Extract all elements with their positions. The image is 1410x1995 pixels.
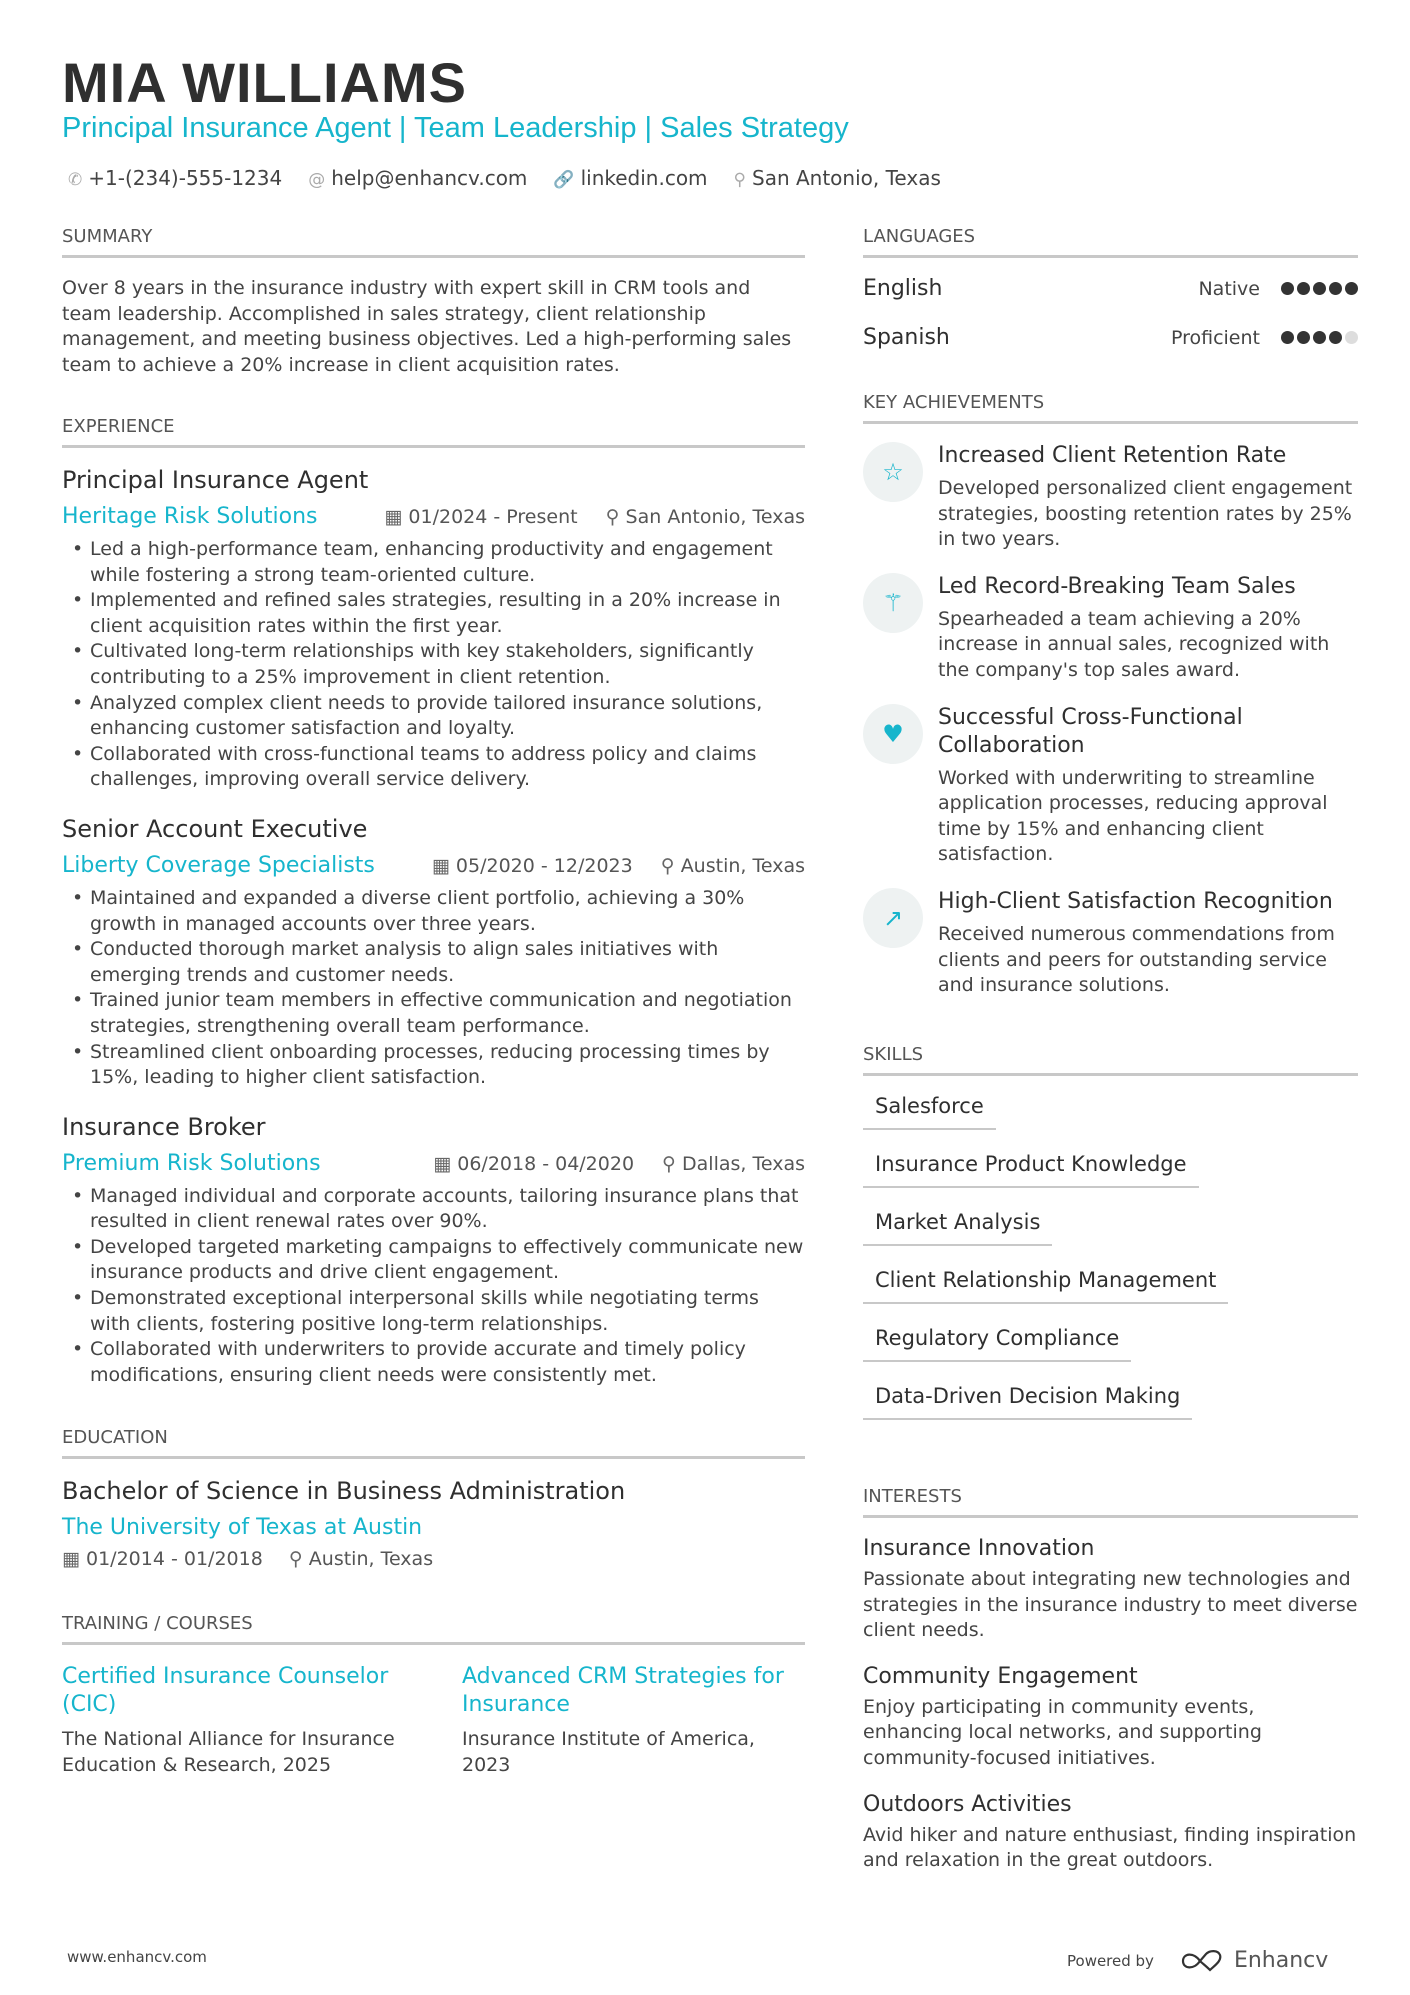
section-title: SKILLS bbox=[863, 1044, 1358, 1076]
company-name: Heritage Risk Solutions bbox=[62, 504, 318, 529]
skill-tag: Market Analysis bbox=[863, 1210, 1052, 1246]
job-dates: 01/2024 - Present bbox=[408, 506, 578, 528]
phone-icon: ✆ bbox=[68, 170, 83, 190]
enhancv-logo-icon bbox=[1180, 1950, 1226, 1972]
calendar-icon: ▦ bbox=[384, 506, 409, 528]
interest-desc: Enjoy participating in community events, enhancing local networks, and supporting community-focused initiatives. bbox=[863, 1695, 1262, 1769]
achievement-title: Led Record-Breaking Team Sales bbox=[938, 573, 1296, 599]
rating-dot bbox=[1281, 282, 1294, 295]
job-title: Insurance Broker bbox=[62, 1112, 266, 1141]
calendar-icon: ▦ bbox=[433, 1152, 458, 1175]
interest-title: Outdoors Activities bbox=[863, 1791, 1072, 1817]
bullet: • Streamlined client onboarding processes, reducing processing times by 15%, leading to higher client satisfaction. bbox=[62, 1040, 805, 1091]
achievement-title: Successful Cross-Functional Collaboration bbox=[938, 704, 1243, 758]
bullet: • Developed targeted marketing campaigns to effectively communicate new insurance products and drive client engagement. bbox=[62, 1235, 805, 1286]
training-section bbox=[62, 1613, 805, 1778]
rating-dot bbox=[1345, 331, 1358, 344]
location-icon: ⚲ bbox=[605, 506, 626, 528]
footer-url[interactable]: www.enhancv.com bbox=[67, 1948, 207, 1966]
bullet: • Managed individual and corporate accounts, tailoring insurance plans that resulted in client renewal rates over 90%. bbox=[62, 1184, 805, 1235]
course-item bbox=[62, 1663, 404, 1778]
job-bullets bbox=[62, 537, 805, 793]
powered-by-label: Powered by bbox=[1067, 1951, 1154, 1970]
job-entry bbox=[62, 466, 805, 793]
skill-tag: Data-Driven Decision Making bbox=[863, 1384, 1192, 1420]
at-icon: @ bbox=[308, 170, 326, 190]
contact-item[interactable] bbox=[734, 166, 941, 190]
section-title: TRAINING / COURSES bbox=[62, 1613, 805, 1645]
bullet: • Demonstrated exceptional interpersonal skills while negotiating terms with clients, fostering positive long-term relationships. bbox=[62, 1286, 805, 1337]
achievement-title: High-Client Satisfaction Recognition bbox=[938, 888, 1333, 914]
calendar-icon: ▦ bbox=[431, 854, 456, 877]
experience-section bbox=[62, 416, 805, 1410]
location-icon: ⚲ bbox=[660, 854, 681, 877]
achievement-item bbox=[863, 573, 1358, 684]
contact-text: help@enhancv.com bbox=[331, 166, 528, 190]
language-level: Native bbox=[1198, 277, 1260, 300]
job-dates: 05/2020 - 12/2023 bbox=[455, 854, 633, 877]
achievement-title: Increased Client Retention Rate bbox=[938, 443, 1287, 468]
job-bullets bbox=[62, 1184, 805, 1389]
job-location: San Antonio, Texas bbox=[625, 506, 805, 528]
bullet: • Trained junior team members in effective communication and negotiation strategies, strengthening overall team performance. bbox=[62, 988, 805, 1039]
candidate-name: MIA WILLIAMS bbox=[62, 51, 467, 114]
rating-dot bbox=[1297, 331, 1310, 344]
magic-wand-icon: ⚚ bbox=[863, 573, 923, 633]
rating-dot bbox=[1329, 331, 1342, 344]
language-name: Spanish bbox=[863, 325, 950, 350]
location-icon: ⚲ bbox=[733, 170, 746, 190]
section-title: KEY ACHIEVEMENTS bbox=[863, 392, 1358, 424]
job-dates: 06/2018 - 04/2020 bbox=[457, 1152, 635, 1175]
contact-bar bbox=[68, 166, 941, 190]
job-bullets bbox=[62, 886, 805, 1091]
heart-icon: ♥ bbox=[863, 704, 923, 764]
skills-section bbox=[863, 1044, 1358, 1442]
interest-desc: Passionate about integrating new technologies and strategies in the insurance industry to meet diverse client needs. bbox=[863, 1568, 1358, 1642]
interest-title: Insurance Innovation bbox=[863, 1536, 1095, 1561]
course-title: Advanced CRM Strategies for Insurance bbox=[462, 1664, 784, 1717]
skill-tag: Salesforce bbox=[863, 1094, 996, 1130]
job-entry bbox=[62, 815, 805, 1091]
job-title: Senior Account Executive bbox=[62, 814, 368, 843]
course-desc: Insurance Institute of America, 2023 bbox=[462, 1728, 755, 1776]
bullet: • Analyzed complex client needs to provide tailored insurance solutions, enhancing customer satisfaction and loyalty. bbox=[62, 691, 805, 742]
enhancv-brand: Enhancv bbox=[1233, 1948, 1329, 1973]
link-icon: 🔗 bbox=[553, 170, 575, 190]
interest-item bbox=[863, 1664, 1358, 1772]
bullet: • Led a high-performance team, enhancing productivity and engagement while fostering a strong team-oriented culture. bbox=[62, 537, 805, 588]
bullet: • Cultivated long-term relationships with key stakeholders, significantly contributing to a 25% improvement in client retention. bbox=[62, 639, 805, 690]
edu-dates: 01/2014 - 01/2018 bbox=[86, 1548, 263, 1570]
contact-text: San Antonio, Texas bbox=[752, 166, 941, 190]
interest-desc: Avid hiker and nature enthusiast, finding inspiration and relaxation in the great outdoors. bbox=[863, 1823, 1357, 1872]
education-section bbox=[62, 1427, 805, 1570]
section-title: INTERESTS bbox=[863, 1486, 1358, 1518]
skill-tag: Insurance Product Knowledge bbox=[863, 1152, 1199, 1188]
edu-location: Austin, Texas bbox=[308, 1548, 434, 1570]
skill-tag: Client Relationship Management bbox=[863, 1268, 1228, 1304]
summary-text: Over 8 years in the insurance industry with expert skill in CRM tools and team leadership. Accomplished in sales strategy, client relationship management, and meeting business objectives. Led a high-performing sales team to achieve a 20% increase in client acquisition rates. bbox=[62, 277, 792, 376]
rating-dots bbox=[1278, 327, 1358, 349]
interests-section bbox=[863, 1486, 1358, 1894]
section-title: LANGUAGES bbox=[863, 226, 1358, 258]
language-item bbox=[863, 264, 1358, 313]
section-title: SUMMARY bbox=[62, 226, 805, 258]
calendar-icon: ▦ bbox=[62, 1548, 86, 1570]
contact-item[interactable] bbox=[308, 166, 527, 190]
star-icon: ☆ bbox=[863, 442, 923, 502]
bullet: • Maintained and expanded a diverse client portfolio, achieving a 30% growth in managed accounts over three years. bbox=[62, 886, 805, 937]
company-name: Premium Risk Solutions bbox=[62, 1150, 321, 1176]
achievements-section bbox=[863, 392, 1358, 1019]
bullet: • Conducted thorough market analysis to align sales initiatives with emerging trends and customer needs. bbox=[62, 937, 805, 988]
interest-item bbox=[863, 1792, 1358, 1874]
degree: Bachelor of Science in Business Administration bbox=[62, 1477, 626, 1505]
school: The University of Texas at Austin bbox=[62, 1515, 423, 1540]
section-title: EXPERIENCE bbox=[62, 416, 805, 448]
achievement-desc: Received numerous commendations from clients and peers for outstanding service and insurance solutions. bbox=[938, 922, 1335, 997]
course-desc: The National Alliance for Insurance Education & Research, 2025 bbox=[62, 1728, 395, 1776]
contact-item[interactable] bbox=[553, 166, 707, 190]
bullet: • Collaborated with underwriters to provide accurate and timely policy modifications, ensuring client needs were consistently met. bbox=[62, 1337, 805, 1388]
language-level: Proficient bbox=[1170, 326, 1260, 349]
skill-tag: Regulatory Compliance bbox=[863, 1326, 1131, 1362]
job-entry bbox=[62, 1113, 805, 1389]
job-location: Austin, Texas bbox=[680, 854, 805, 877]
rating-dot bbox=[1297, 282, 1310, 295]
company-name: Liberty Coverage Specialists bbox=[62, 852, 375, 878]
contact-text: +1-(234)-555-1234 bbox=[88, 166, 283, 190]
achievement-desc: Spearheaded a team achieving a 20% increase in annual sales, recognized with the company's top sales award. bbox=[938, 607, 1330, 681]
section-title: EDUCATION bbox=[62, 1427, 805, 1459]
location-icon: ⚲ bbox=[288, 1548, 309, 1570]
powered-by bbox=[1067, 1948, 1328, 1973]
strategy-icon: ↗ bbox=[863, 888, 923, 948]
headline: Principal Insurance Agent | Team Leadership | Sales Strategy bbox=[62, 112, 849, 144]
language-name: English bbox=[863, 276, 943, 301]
interest-title: Community Engagement bbox=[863, 1663, 1138, 1689]
course-title: Certified Insurance Counselor (CIC) bbox=[62, 1664, 389, 1717]
job-title: Principal Insurance Agent bbox=[62, 466, 369, 494]
rating-dot bbox=[1329, 282, 1342, 295]
contact-text: linkedin.com bbox=[580, 166, 708, 190]
achievement-desc: Developed personalized client engagement strategies, boosting retention rates by 25% in two years. bbox=[938, 477, 1353, 551]
interest-item bbox=[863, 1536, 1358, 1644]
rating-dot bbox=[1313, 282, 1326, 295]
rating-dots bbox=[1278, 278, 1358, 300]
achievement-item bbox=[863, 442, 1358, 553]
achievement-desc: Worked with underwriting to streamline application processes, reducing approval time by 15% and enhancing client satisfaction. bbox=[938, 766, 1328, 866]
rating-dot bbox=[1281, 331, 1294, 344]
course-item bbox=[462, 1663, 804, 1778]
rating-dot bbox=[1313, 331, 1326, 344]
achievement-item bbox=[863, 704, 1358, 868]
contact-item[interactable] bbox=[68, 166, 282, 190]
job-location: Dallas, Texas bbox=[682, 1152, 805, 1175]
bullet: • Collaborated with cross-functional teams to address policy and claims challenges, improving overall service delivery. bbox=[62, 742, 805, 793]
bullet: • Implemented and refined sales strategies, resulting in a 20% increase in client acquisition rates within the first year. bbox=[62, 588, 805, 639]
summary-section bbox=[62, 226, 805, 378]
achievement-item bbox=[863, 888, 1358, 999]
rating-dot bbox=[1345, 282, 1358, 295]
language-item bbox=[863, 313, 1358, 362]
location-icon: ⚲ bbox=[662, 1152, 683, 1175]
languages-section bbox=[863, 226, 1358, 362]
